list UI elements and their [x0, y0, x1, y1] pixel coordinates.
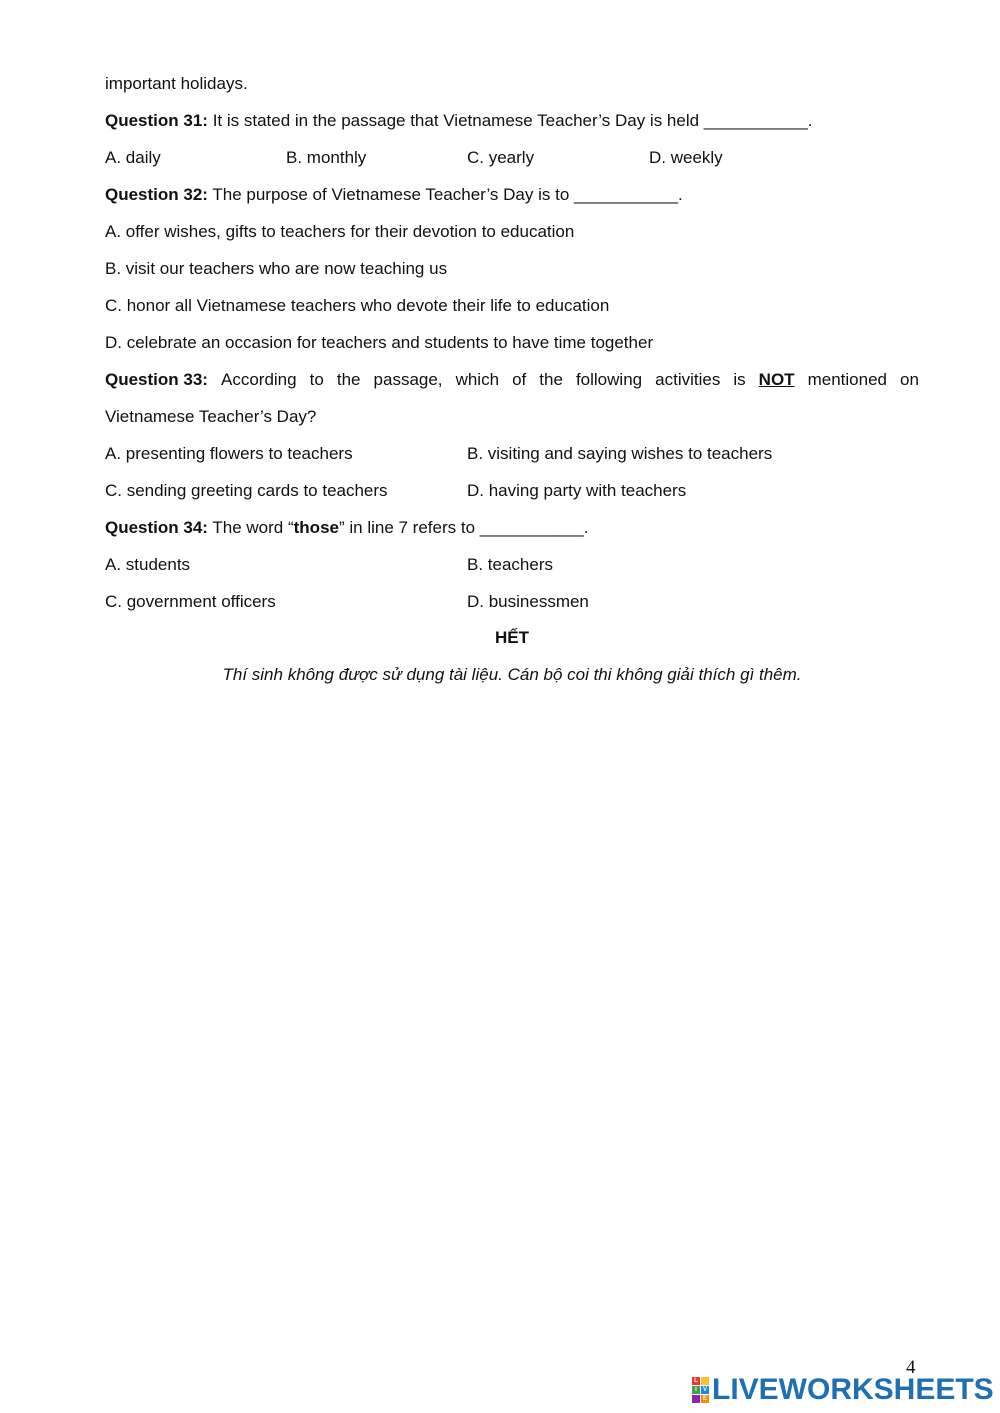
question-34-text-before: The word “	[207, 518, 294, 537]
question-34	[105, 517, 589, 539]
q33-word: to	[309, 370, 324, 389]
q33-option-c[interactable]: C. sending greeting cards to teachers	[105, 481, 388, 500]
logo-blocks-icon	[692, 1377, 709, 1403]
page-number: 4	[906, 1357, 916, 1378]
footer-note: Thí sinh không được sử dụng tài liệu. Cán bộ coi thi không giải thích gì thêm.	[222, 665, 802, 684]
q34-option-b[interactable]: B. teachers	[467, 555, 553, 574]
q33-word: the	[336, 370, 361, 389]
q33-word: on	[900, 370, 919, 389]
q31-option-b[interactable]: B. monthly	[286, 148, 367, 167]
q33-option-b[interactable]: B. visiting and saying wishes to teachers	[467, 444, 773, 463]
passage-tail: important holidays.	[105, 74, 248, 93]
logo-block: I	[692, 1386, 700, 1394]
logo-block: E	[702, 1396, 707, 1402]
q33-word: According	[221, 370, 297, 389]
q33-word: following	[575, 370, 643, 389]
question-33-label: Question 33:	[105, 370, 208, 389]
question-32	[105, 184, 683, 206]
question-33-line2: Vietnamese Teacher’s Day?	[105, 407, 317, 426]
q31-option-c[interactable]: C. yearly	[467, 148, 535, 167]
q32-option-c[interactable]: C. honor all Vietnamese teachers who devote their life to education	[105, 296, 610, 315]
q33-word: of	[512, 370, 527, 389]
liveworksheets-logo[interactable]	[692, 1373, 994, 1407]
q33-word: the	[539, 370, 563, 389]
q34-option-d[interactable]: D. businessmen	[467, 592, 589, 611]
q33-word: is	[733, 370, 746, 389]
q33-option-d[interactable]: D. having party with teachers	[467, 481, 687, 500]
question-34-keyword: those	[293, 518, 339, 537]
question-31-label: Question 31:	[105, 111, 208, 130]
q32-option-b[interactable]: B. visit our teachers who are now teaching us	[105, 259, 448, 278]
logo-block	[701, 1377, 709, 1385]
logo-block	[692, 1395, 700, 1403]
question-31-text: It is stated in the passage that Vietnamese Teacher’s Day is held ___________.	[207, 111, 813, 130]
question-34-label: Question 34:	[105, 518, 208, 537]
end-mark: HẾT	[495, 628, 529, 647]
q33-word: mentioned	[807, 370, 887, 389]
q33-word: which	[455, 370, 500, 389]
question-32-label: Question 32:	[105, 185, 208, 204]
q33-word: passage,	[373, 370, 443, 389]
q31-option-d[interactable]: D. weekly	[649, 148, 723, 167]
q34-option-a[interactable]: A. students	[105, 555, 191, 574]
question-32-text: The purpose of Vietnamese Teacher’s Day is to ___________.	[207, 185, 683, 204]
q33-option-a[interactable]: A. presenting flowers to teachers	[105, 444, 353, 463]
logo-block: V	[702, 1387, 707, 1393]
q32-option-d[interactable]: D. celebrate an occasion for teachers and students to have time together	[105, 333, 654, 352]
q34-option-c[interactable]: C. government officers	[105, 592, 276, 611]
question-33	[105, 369, 919, 391]
q33-word: activities	[655, 370, 721, 389]
question-34-text-after: ” in line 7 refers to ___________.	[338, 518, 589, 537]
q32-option-a[interactable]: A. offer wishes, gifts to teachers for their devotion to education	[105, 222, 575, 241]
logo-block: L	[692, 1377, 700, 1385]
question-31	[105, 110, 813, 132]
q33-emphasis-not: NOT	[758, 370, 795, 389]
q31-option-a[interactable]: A. daily	[105, 148, 161, 167]
logo-text: LIVEWORKSHEETS	[712, 1373, 994, 1406]
